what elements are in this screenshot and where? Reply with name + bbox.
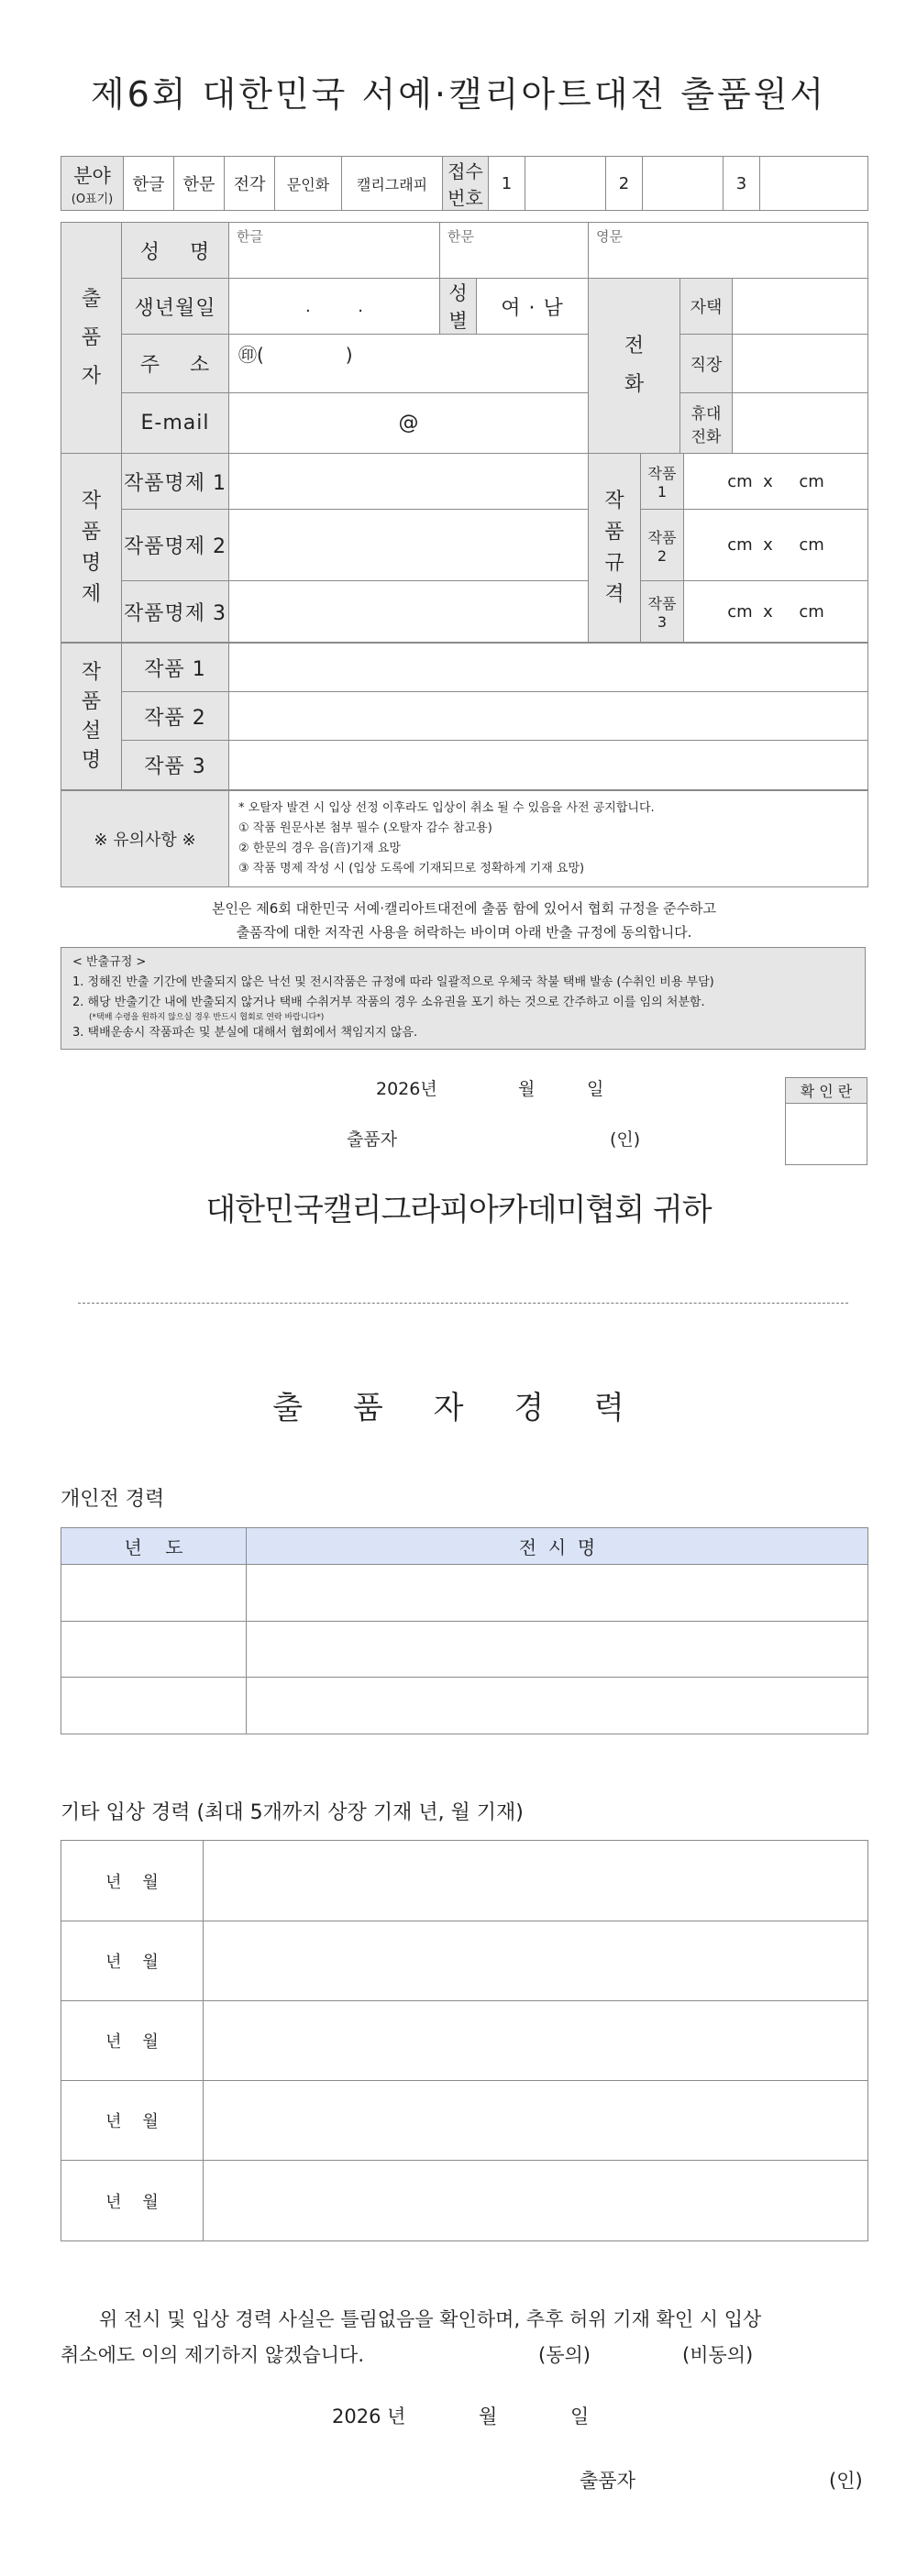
phone-home-label: 자택 xyxy=(680,279,733,335)
work-spec-2-label: 작품 2 xyxy=(641,510,684,581)
sign-date-year: 2026년 xyxy=(376,1079,437,1099)
notes-content xyxy=(229,791,868,887)
division-option-jeongak[interactable]: 전각 xyxy=(225,157,275,211)
note-line: ② 한문의 경우 음(音)기재 요망 xyxy=(238,842,401,855)
return-rule: 1. 정해진 반출 기간에 반출되지 않은 낙선 및 전시작품은 규정에 따라 일괄적으로 우체국 착불 택배 발송 (수취인 비용 부담) xyxy=(72,975,714,989)
phone-work-label: 직장 xyxy=(680,335,733,393)
table-row xyxy=(61,2161,868,2241)
award-field[interactable] xyxy=(204,2161,868,2241)
name-english-field[interactable] xyxy=(589,223,868,279)
email-field[interactable]: @ xyxy=(229,393,589,454)
award-field[interactable] xyxy=(204,1841,868,1921)
career-confirm-line-1: 위 전시 및 입상 경력 사실은 틀림없음을 확인하며, 추후 허위 기재 확인 시 입상 xyxy=(99,2308,762,2330)
notes-label: ※ 유의사항 ※ xyxy=(61,791,229,887)
work-spec-1-label: 작품 1 xyxy=(641,454,684,510)
confirm-box xyxy=(785,1077,867,1165)
work-title-3-label: 작품명제 3 xyxy=(122,581,229,643)
name-hangul-hint: 한글 xyxy=(237,228,263,245)
award-date-label: 년 월 xyxy=(61,2081,204,2161)
birth-label: 생년월일 xyxy=(122,279,229,335)
career-date-month: 월 xyxy=(479,2405,498,2427)
works-table xyxy=(61,453,868,643)
name-label: 성 명 xyxy=(122,223,229,279)
award-date-label: 년 월 xyxy=(61,2001,204,2081)
applicant-section-label: 출 품 자 xyxy=(61,223,122,454)
phone-mobile-field[interactable] xyxy=(733,393,868,454)
phone-mobile-label: 휴대 전화 xyxy=(680,393,733,454)
solo-exhibition-field[interactable] xyxy=(247,1622,868,1678)
note-line: ③ 작품 명제 작성 시 (입상 도록에 기재되므로 정확하게 기재 요망) xyxy=(238,862,585,875)
division-option-munin[interactable]: 문인화 xyxy=(275,157,342,211)
table-row xyxy=(61,1841,868,1921)
award-date-label: 년 월 xyxy=(61,1841,204,1921)
sign-seal: (인) xyxy=(610,1129,641,1150)
solo-exhibition-table xyxy=(61,1527,868,1734)
receipt-number-3-field[interactable] xyxy=(760,157,868,211)
division-option-hanmun[interactable]: 한문 xyxy=(174,157,225,211)
career-applicant-label: 출품자 xyxy=(580,2470,635,2492)
note-line: * 오탈자 발견 시 입상 선정 이후라도 입상이 취소 될 수 있음을 사전 공지합니다. xyxy=(238,801,655,815)
career-confirm-line-2: 취소에도 이의 제기하지 않겠습니다. xyxy=(61,2344,364,2366)
note-line: ① 작품 원문사본 첨부 필수 (오탈자 감수 참고용) xyxy=(238,821,492,835)
consent-text: 본인은 제6회 대한민국 서예·캘리아트대전에 출품 함에 있어서 협회 규정을 준수하고 출품작에 대한 저작권 사용을 허락하는 바이며 아래 반출 규정에 동의합니다. xyxy=(212,900,716,941)
description-section-label: 작 품 설 명 xyxy=(61,644,122,790)
cut-line-divider xyxy=(78,1303,848,1304)
solo-exhibition-field[interactable] xyxy=(247,1565,868,1622)
solo-exhibition-field[interactable] xyxy=(247,1678,868,1734)
work-spec-3-field[interactable]: cm x cm xyxy=(684,581,868,643)
division-label: 분야 (O표기) xyxy=(61,157,124,211)
description-2-label: 작품 2 xyxy=(122,692,229,741)
solo-year-field[interactable] xyxy=(61,1565,247,1622)
award-field[interactable] xyxy=(204,2001,868,2081)
receipt-number-1-label: 1 xyxy=(489,157,525,211)
table-row xyxy=(61,1565,868,1622)
phone-work-field[interactable] xyxy=(733,335,868,393)
receipt-number-1-field[interactable] xyxy=(525,157,606,211)
work-spec-1-field[interactable]: cm x cm xyxy=(684,454,868,510)
division-option-calligraphy[interactable]: 캘리그래피 xyxy=(342,157,443,211)
gender-field[interactable]: 여 · 남 xyxy=(477,279,589,335)
works-title-section-label: 작 품 명 제 xyxy=(61,454,122,643)
name-english-hint: 영문 xyxy=(596,228,623,245)
description-3-field[interactable] xyxy=(229,741,868,790)
phone-label: 전 화 xyxy=(589,279,680,454)
col-header-year: 년 도 xyxy=(61,1528,247,1565)
division-option-hangul[interactable]: 한글 xyxy=(124,157,174,211)
address-field[interactable]: ㊞( ) xyxy=(229,335,589,393)
description-1-label: 작품 1 xyxy=(122,644,229,692)
award-history-table xyxy=(61,1840,868,2241)
gender-label: 성별 xyxy=(440,279,477,335)
description-1-field[interactable] xyxy=(229,644,868,692)
return-rule: 3. 택배운송시 작품파손 및 분실에 대해서 협회에서 책임지지 않음. xyxy=(72,1026,418,1040)
receipt-number-2-label: 2 xyxy=(606,157,643,211)
name-hanja-field[interactable] xyxy=(440,223,589,279)
work-title-1-label: 작품명제 1 xyxy=(122,454,229,510)
description-3-label: 작품 3 xyxy=(122,741,229,790)
address-label: 주 소 xyxy=(122,335,229,393)
applicant-table xyxy=(61,222,868,454)
receipt-number-label: 접수 번호 xyxy=(443,157,489,211)
award-date-label: 년 월 xyxy=(61,1921,204,2001)
table-row xyxy=(61,2081,868,2161)
table-row xyxy=(61,2001,868,2081)
award-date-label: 년 월 xyxy=(61,2161,204,2241)
sign-date-day: 일 xyxy=(587,1079,604,1099)
career-date-year: 2026 년 xyxy=(332,2405,406,2427)
return-rules-box xyxy=(61,947,866,1050)
receipt-number-2-field[interactable] xyxy=(643,157,724,211)
disagree-option[interactable]: (비동의) xyxy=(682,2344,754,2366)
work-spec-3-label: 작품 3 xyxy=(641,581,684,643)
confirm-label: 확 인 란 xyxy=(786,1078,867,1104)
works-spec-section-label: 작 품 규 격 xyxy=(589,454,641,643)
award-history-title: 기타 입상 경력 (최대 5개까지 상장 기재 년, 월 기재) xyxy=(61,1801,524,1824)
name-hanja-hint: 한문 xyxy=(447,228,474,245)
return-rule-sub: (*택배 수령을 원하지 않으실 경우 반드시 협회로 연락 바랍니다*) xyxy=(89,1013,325,1022)
work-title-2-field[interactable] xyxy=(229,510,589,581)
col-header-exhibition: 전 시 명 xyxy=(247,1528,868,1565)
description-table xyxy=(61,643,868,790)
award-field[interactable] xyxy=(204,1921,868,2001)
notes-table xyxy=(61,790,868,887)
return-rule: 2. 해당 반출기간 내에 반출되지 않거나 택배 수취거부 작품의 경우 소유권을 포기 하는 것으로 간주하고 이를 임의 처분함. xyxy=(72,996,705,1009)
work-title-3-field[interactable] xyxy=(229,581,589,643)
birth-field[interactable]: . . xyxy=(229,279,440,335)
name-hangul-field[interactable] xyxy=(229,223,440,279)
table-row xyxy=(61,1678,868,1734)
description-2-field[interactable] xyxy=(229,692,868,741)
form-title: 제6회 대한민국 서예·캘리아트대전 출품원서 xyxy=(90,74,827,115)
addressee: 대한민국캘리그라피아카데미협회 귀하 xyxy=(205,1192,712,1228)
email-label: E-mail xyxy=(122,393,229,454)
sign-date-month: 월 xyxy=(518,1079,536,1099)
career-title: 출 품 자 경 력 xyxy=(272,1390,645,1426)
receipt-number-3-label: 3 xyxy=(724,157,760,211)
confirm-field[interactable] xyxy=(786,1104,867,1165)
career-date-day: 일 xyxy=(570,2405,590,2427)
table-row xyxy=(61,1622,868,1678)
division-table xyxy=(61,156,868,211)
award-field[interactable] xyxy=(204,2081,868,2161)
work-spec-2-field[interactable]: cm x cm xyxy=(684,510,868,581)
work-title-1-field[interactable] xyxy=(229,454,589,510)
solo-year-field[interactable] xyxy=(61,1678,247,1734)
return-rules-title: < 반출규정 > xyxy=(72,955,147,969)
table-row xyxy=(61,1921,868,2001)
sign-applicant-label: 출품자 xyxy=(347,1129,398,1150)
solo-year-field[interactable] xyxy=(61,1622,247,1678)
career-seal: (인) xyxy=(829,2470,863,2492)
agree-option[interactable]: (동의) xyxy=(538,2344,591,2366)
solo-exhibition-title: 개인전 경력 xyxy=(61,1488,165,1511)
work-title-2-label: 작품명제 2 xyxy=(122,510,229,581)
phone-home-field[interactable] xyxy=(733,279,868,335)
